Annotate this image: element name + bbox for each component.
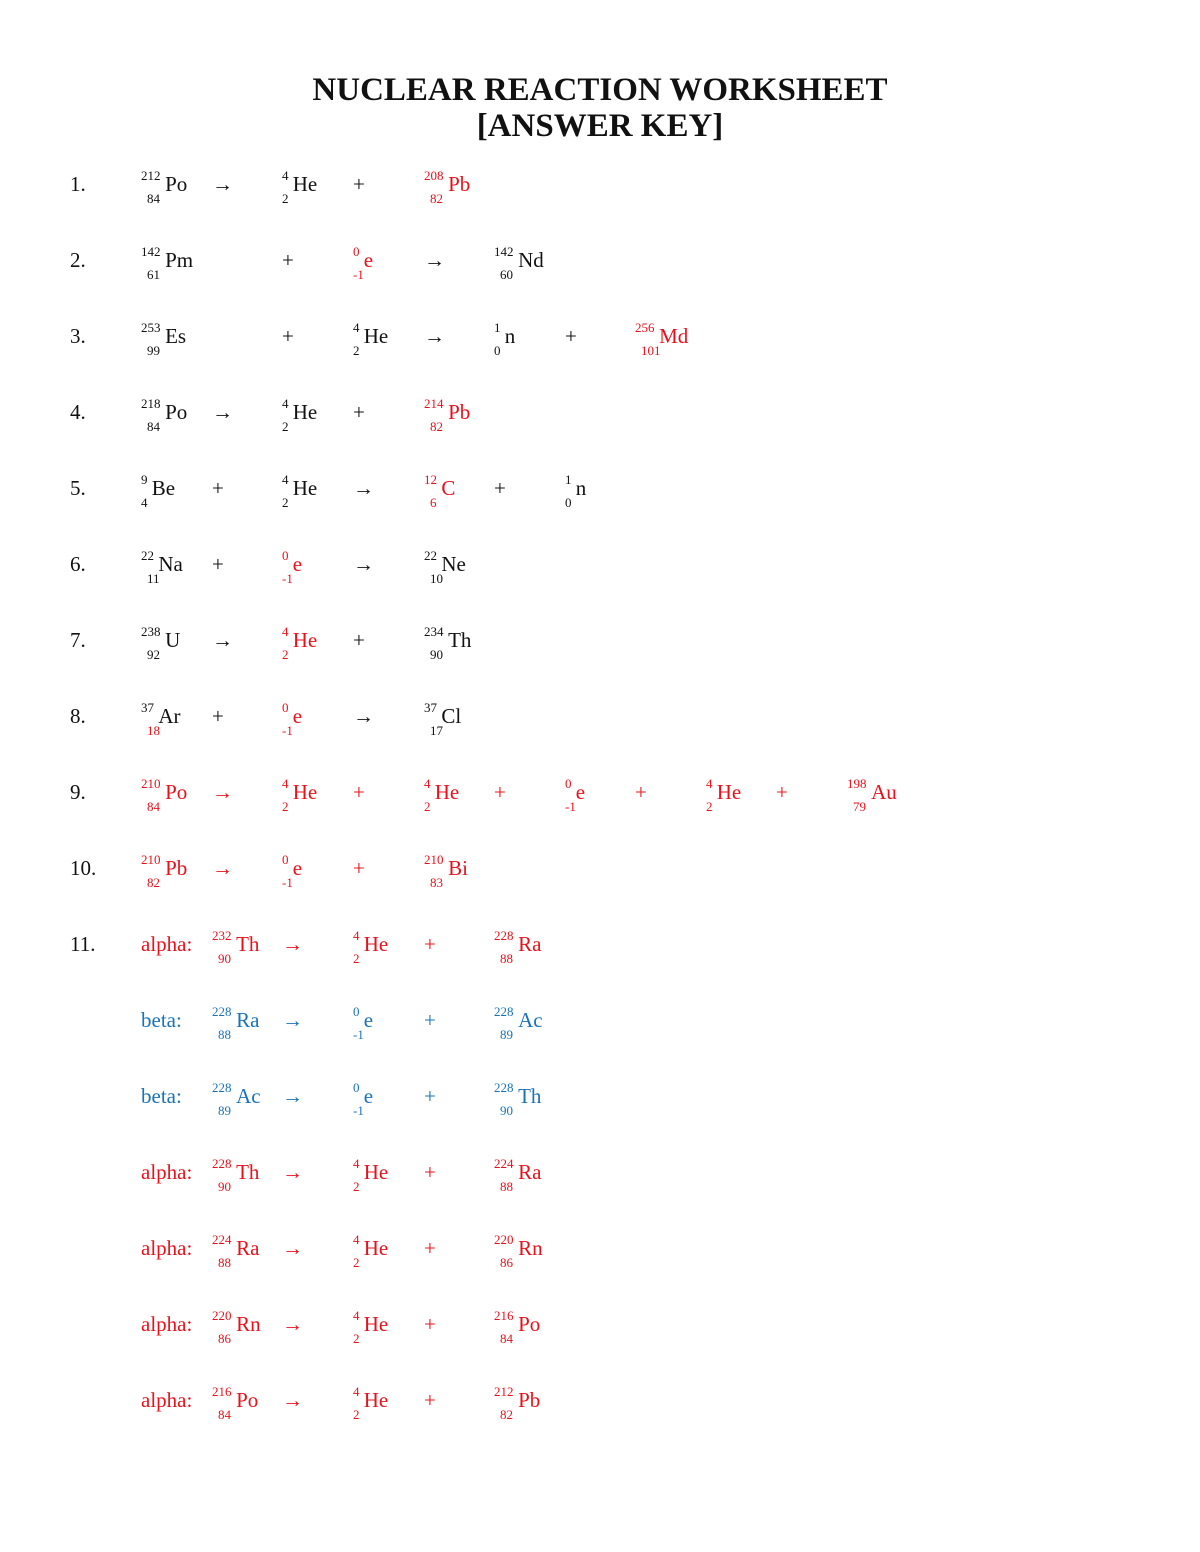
decay-label: alpha: (141, 1388, 193, 1412)
plus-symbol: + (424, 1008, 436, 1032)
element-symbol: e (292, 856, 303, 880)
element-symbol: U (165, 628, 181, 652)
arrow-symbol: → (212, 400, 233, 424)
element-symbol: n (575, 476, 587, 500)
atomic-number: 2 (353, 1331, 360, 1346)
mass-number: 4 (353, 320, 360, 335)
plus-symbol: + (353, 856, 365, 880)
atomic-number: -1 (282, 571, 293, 586)
element-symbol: Pb (448, 400, 471, 424)
element-symbol: n (504, 324, 516, 348)
reaction-row (0, 700, 1200, 764)
question-number: 11. (70, 932, 96, 956)
mass-number: 228 (494, 1080, 514, 1095)
atomic-number: 83 (430, 875, 443, 890)
element-symbol: He (363, 1312, 389, 1336)
element-symbol: Th (236, 932, 260, 956)
mass-number: 216 (212, 1384, 232, 1399)
mass-number: 4 (282, 624, 289, 639)
plus-symbol: + (353, 780, 365, 804)
atomic-number: 88 (218, 1027, 231, 1042)
element-symbol: He (292, 476, 318, 500)
element-symbol: He (292, 172, 318, 196)
element-symbol: Rn (518, 1236, 543, 1260)
atomic-number: 18 (147, 723, 160, 738)
question-number: 8. (70, 704, 86, 728)
reaction-row (0, 472, 1200, 536)
plus-symbol: + (635, 780, 647, 804)
atomic-number: 2 (353, 1407, 360, 1422)
mass-number: 220 (494, 1232, 514, 1247)
mass-number: 228 (494, 928, 514, 943)
atomic-number: 89 (500, 1027, 513, 1042)
question-number: 2. (70, 248, 86, 272)
mass-number: 253 (141, 320, 161, 335)
plus-symbol: + (212, 476, 224, 500)
atomic-number: 2 (282, 647, 289, 662)
element-symbol: e (363, 1084, 374, 1108)
plus-symbol: + (424, 932, 436, 956)
element-symbol: Pb (165, 856, 188, 880)
mass-number: 4 (353, 1156, 360, 1171)
atomic-number: 2 (282, 495, 289, 510)
element-symbol: He (434, 780, 460, 804)
arrow-symbol: → (282, 1236, 303, 1260)
element-symbol: He (292, 400, 318, 424)
mass-number: 212 (494, 1384, 514, 1399)
plus-symbol: + (353, 172, 365, 196)
atomic-number: 79 (853, 799, 866, 814)
plus-symbol: + (353, 400, 365, 424)
mass-number: 0 (353, 1004, 360, 1019)
atomic-number: 2 (353, 343, 360, 358)
atomic-number: 86 (218, 1331, 231, 1346)
arrow-symbol: → (282, 1312, 303, 1336)
atomic-number: 0 (565, 495, 572, 510)
element-symbol: Ra (518, 932, 542, 956)
mass-number: 210 (141, 852, 161, 867)
atomic-number: 2 (706, 799, 713, 814)
reaction-row (0, 928, 1200, 992)
mass-number: 0 (353, 244, 360, 259)
element-symbol: He (363, 932, 389, 956)
element-symbol: He (363, 1388, 389, 1412)
atomic-number: -1 (565, 799, 576, 814)
mass-number: 212 (141, 168, 161, 183)
mass-number: 0 (353, 1080, 360, 1095)
atomic-number: 17 (430, 723, 443, 738)
mass-number: 4 (424, 776, 431, 791)
atomic-number: 82 (430, 419, 443, 434)
mass-number: 218 (141, 396, 161, 411)
reaction-row (0, 548, 1200, 612)
mass-number: 4 (282, 396, 289, 411)
element-symbol: Pm (165, 248, 194, 272)
decay-label: beta: (141, 1008, 182, 1032)
atomic-number: -1 (282, 875, 293, 890)
atomic-number: 4 (141, 495, 148, 510)
element-symbol: Pb (518, 1388, 541, 1412)
atomic-number: 90 (430, 647, 443, 662)
arrow-symbol: → (424, 248, 445, 272)
arrow-symbol: → (282, 1160, 303, 1184)
atomic-number: 90 (218, 951, 231, 966)
element-symbol: Be (151, 476, 176, 500)
arrow-symbol: → (353, 552, 374, 576)
arrow-symbol: → (212, 856, 233, 880)
atomic-number: 2 (353, 1179, 360, 1194)
element-symbol: Po (165, 400, 188, 424)
mass-number: 228 (212, 1156, 232, 1171)
atomic-number: 88 (500, 951, 513, 966)
arrow-symbol: → (282, 1008, 303, 1032)
decay-label: alpha: (141, 1312, 193, 1336)
element-symbol: C (441, 476, 456, 500)
decay-label: alpha: (141, 1160, 193, 1184)
element-symbol: Ne (441, 552, 466, 576)
reaction-row (0, 1232, 1200, 1296)
mass-number: 0 (282, 852, 289, 867)
answer-key-subtitle: [ANSWER KEY] (476, 108, 724, 144)
atomic-number: 101 (641, 343, 661, 358)
plus-symbol: + (776, 780, 788, 804)
element-symbol: Nd (518, 248, 544, 272)
element-symbol: Ar (158, 704, 181, 728)
arrow-symbol: → (353, 476, 374, 500)
mass-number: 220 (212, 1308, 232, 1323)
element-symbol: Md (659, 324, 689, 348)
question-number: 7. (70, 628, 86, 652)
mass-number: 216 (494, 1308, 514, 1323)
reaction-row (0, 168, 1200, 232)
plus-symbol: + (494, 476, 506, 500)
mass-number: 4 (353, 1308, 360, 1323)
element-symbol: Ac (236, 1084, 261, 1108)
element-symbol: Ra (236, 1008, 260, 1032)
mass-number: 37 (141, 700, 154, 715)
mass-number: 224 (494, 1156, 514, 1171)
mass-number: 9 (141, 472, 148, 487)
reaction-row (0, 244, 1200, 308)
mass-number: 208 (424, 168, 444, 183)
atomic-number: 88 (500, 1179, 513, 1194)
element-symbol: Ra (518, 1160, 542, 1184)
element-symbol: Cl (441, 704, 462, 728)
decay-label: alpha: (141, 1236, 193, 1260)
mass-number: 1 (494, 320, 501, 335)
element-symbol: Po (165, 780, 188, 804)
element-symbol: He (292, 780, 318, 804)
plus-symbol: + (282, 324, 294, 348)
reaction-row (0, 1004, 1200, 1068)
element-symbol: Po (236, 1388, 259, 1412)
atomic-number: 0 (494, 343, 501, 358)
plus-symbol: + (424, 1236, 436, 1260)
arrow-symbol: → (212, 172, 233, 196)
plus-symbol: + (424, 1160, 436, 1184)
atomic-number: 84 (218, 1407, 231, 1422)
atomic-number: 99 (147, 343, 160, 358)
atomic-number: 2 (424, 799, 431, 814)
mass-number: 12 (424, 472, 437, 487)
mass-number: 142 (141, 244, 161, 259)
reaction-row (0, 1156, 1200, 1220)
atomic-number: 82 (147, 875, 160, 890)
atomic-number: 10 (430, 571, 443, 586)
mass-number: 210 (141, 776, 161, 791)
atomic-number: 92 (147, 647, 160, 662)
element-symbol: Ra (236, 1236, 260, 1260)
plus-symbol: + (565, 324, 577, 348)
mass-number: 4 (706, 776, 713, 791)
plus-symbol: + (282, 248, 294, 272)
mass-number: 22 (141, 548, 154, 563)
mass-number: 4 (282, 776, 289, 791)
question-number: 6. (70, 552, 86, 576)
element-symbol: Po (165, 172, 188, 196)
element-symbol: e (363, 1008, 374, 1032)
element-symbol: He (716, 780, 742, 804)
mass-number: 238 (141, 624, 161, 639)
question-number: 9. (70, 780, 86, 804)
element-symbol: Ac (518, 1008, 543, 1032)
reaction-row (0, 624, 1200, 688)
atomic-number: 61 (147, 267, 160, 282)
mass-number: 4 (282, 168, 289, 183)
atomic-number: 2 (282, 191, 289, 206)
question-number: 5. (70, 476, 86, 500)
question-number: 3. (70, 324, 86, 348)
atomic-number: 2 (353, 951, 360, 966)
atomic-number: 2 (282, 799, 289, 814)
element-symbol: Pb (448, 172, 471, 196)
atomic-number: 84 (500, 1331, 513, 1346)
mass-number: 4 (353, 1232, 360, 1247)
mass-number: 22 (424, 548, 437, 563)
atomic-number: 82 (500, 1407, 513, 1422)
decay-label: beta: (141, 1084, 182, 1108)
question-number: 1. (70, 172, 86, 196)
atomic-number: 6 (430, 495, 437, 510)
atomic-number: 84 (147, 191, 160, 206)
atomic-number: -1 (353, 267, 364, 282)
reaction-row (0, 852, 1200, 916)
element-symbol: Es (165, 324, 187, 348)
reaction-row (0, 1384, 1200, 1448)
reaction-row (0, 1080, 1200, 1144)
mass-number: 228 (494, 1004, 514, 1019)
mass-number: 232 (212, 928, 232, 943)
question-number: 10. (70, 856, 97, 880)
decay-label: alpha: (141, 932, 193, 956)
element-symbol: Th (448, 628, 472, 652)
element-symbol: Rn (236, 1312, 261, 1336)
mass-number: 142 (494, 244, 514, 259)
element-symbol: Au (871, 780, 897, 804)
mass-number: 4 (353, 1384, 360, 1399)
arrow-symbol: → (282, 932, 303, 956)
atomic-number: 2 (353, 1255, 360, 1270)
atomic-number: -1 (353, 1103, 364, 1118)
mass-number: 0 (565, 776, 572, 791)
element-symbol: Na (158, 552, 183, 576)
atomic-number: 88 (218, 1255, 231, 1270)
mass-number: 4 (282, 472, 289, 487)
mass-number: 0 (282, 700, 289, 715)
atomic-number: 90 (218, 1179, 231, 1194)
plus-symbol: + (424, 1084, 436, 1108)
plus-symbol: + (494, 780, 506, 804)
element-symbol: Bi (448, 856, 468, 880)
reaction-row (0, 1308, 1200, 1372)
element-symbol: e (363, 248, 374, 272)
element-symbol: He (363, 324, 389, 348)
mass-number: 256 (635, 320, 655, 335)
plus-symbol: + (353, 628, 365, 652)
mass-number: 210 (424, 852, 444, 867)
atomic-number: 11 (147, 571, 160, 586)
atomic-number: 82 (430, 191, 443, 206)
element-symbol: Th (236, 1160, 260, 1184)
atomic-number: 84 (147, 419, 160, 434)
plus-symbol: + (424, 1388, 436, 1412)
element-symbol: e (575, 780, 586, 804)
reaction-row (0, 776, 1200, 840)
atomic-number: 60 (500, 267, 513, 282)
mass-number: 224 (212, 1232, 232, 1247)
atomic-number: 86 (500, 1255, 513, 1270)
element-symbol: e (292, 552, 303, 576)
arrow-symbol: → (212, 780, 233, 804)
mass-number: 4 (353, 928, 360, 943)
worksheet-title: NUCLEAR REACTION WORKSHEET (312, 72, 888, 108)
element-symbol: e (292, 704, 303, 728)
atomic-number: 84 (147, 799, 160, 814)
question-number: 4. (70, 400, 86, 424)
mass-number: 0 (282, 548, 289, 563)
atomic-number: -1 (282, 723, 293, 738)
mass-number: 1 (565, 472, 572, 487)
atomic-number: 2 (282, 419, 289, 434)
element-symbol: Th (518, 1084, 542, 1108)
arrow-symbol: → (212, 628, 233, 652)
mass-number: 214 (424, 396, 444, 411)
mass-number: 228 (212, 1004, 232, 1019)
arrow-symbol: → (282, 1084, 303, 1108)
mass-number: 228 (212, 1080, 232, 1095)
arrow-symbol: → (353, 704, 374, 728)
element-symbol: He (363, 1236, 389, 1260)
atomic-number: -1 (353, 1027, 364, 1042)
mass-number: 37 (424, 700, 437, 715)
plus-symbol: + (424, 1312, 436, 1336)
plus-symbol: + (212, 552, 224, 576)
arrow-symbol: → (282, 1388, 303, 1412)
element-symbol: He (363, 1160, 389, 1184)
mass-number: 198 (847, 776, 867, 791)
atomic-number: 89 (218, 1103, 231, 1118)
atomic-number: 90 (500, 1103, 513, 1118)
arrow-symbol: → (424, 324, 445, 348)
reaction-row (0, 396, 1200, 460)
plus-symbol: + (212, 704, 224, 728)
element-symbol: Po (518, 1312, 541, 1336)
element-symbol: He (292, 628, 318, 652)
mass-number: 234 (424, 624, 444, 639)
reaction-row (0, 320, 1200, 384)
